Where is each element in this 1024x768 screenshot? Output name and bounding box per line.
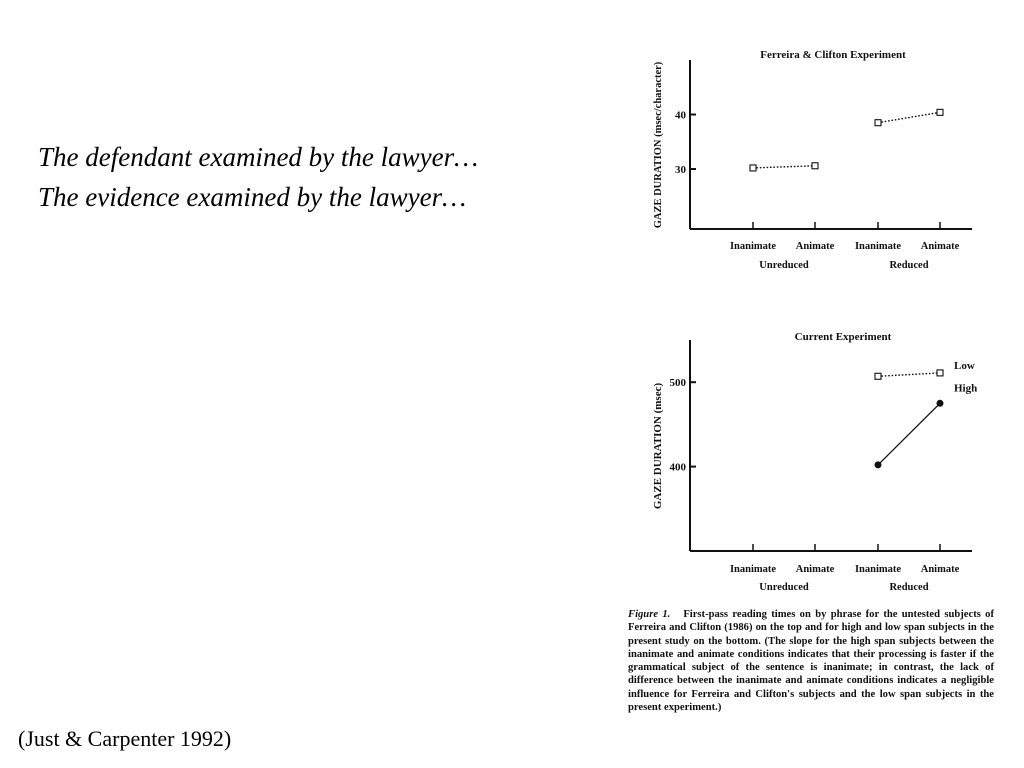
series-line-reduced	[878, 112, 940, 122]
data-point	[937, 400, 944, 407]
chart-ferreira-clifton	[653, 49, 972, 271]
data-point	[937, 109, 943, 115]
x-tick-label: Animate	[795, 241, 835, 252]
chart-title: Ferreira & Clifton Experiment	[760, 49, 906, 61]
x-tick-label: Inanimate	[854, 564, 902, 575]
series-line-high	[878, 403, 940, 465]
data-point	[812, 163, 818, 169]
x-tick-label: Animate	[795, 564, 835, 575]
sentence-1: The defendant examined by the lawyer…	[38, 142, 479, 172]
x-group-label: Reduced	[889, 582, 929, 593]
data-point	[937, 370, 943, 376]
x-group-label: Unreduced	[759, 582, 809, 593]
series-line-low	[878, 373, 940, 376]
x-tick-label: Animate	[920, 564, 960, 575]
data-point	[875, 373, 881, 379]
sentence-2: The evidence examined by the lawyer…	[38, 182, 467, 212]
y-tick-label: 400	[669, 461, 686, 474]
x-tick-label: Inanimate	[729, 564, 777, 575]
y-axis-label: GAZE DURATION (msec)	[652, 382, 664, 510]
data-point	[750, 165, 756, 171]
series-line-unreduced	[753, 166, 815, 168]
example-sentences	[38, 137, 478, 217]
data-point	[875, 120, 881, 126]
y-tick-label: 30	[675, 164, 686, 177]
y-tick-label: 500	[669, 377, 686, 390]
figure	[600, 0, 1000, 610]
chart-current-experiment	[652, 331, 977, 593]
y-axis-label: GAZE DURATION (msec/character)	[653, 61, 664, 229]
chart-title: Current Experiment	[794, 331, 892, 343]
x-tick-label: Inanimate	[729, 241, 777, 252]
x-group-label: Reduced	[889, 260, 929, 271]
x-tick-label: Inanimate	[854, 241, 902, 252]
y-tick-label: 40	[675, 109, 686, 122]
figure-caption	[628, 608, 994, 714]
x-group-label: Unreduced	[759, 260, 809, 271]
x-tick-label: Animate	[920, 241, 960, 252]
series-label-high: High	[954, 382, 978, 395]
caption-label: Figure 1.	[628, 609, 671, 620]
data-point	[875, 461, 882, 468]
series-label-low: Low	[954, 359, 975, 372]
caption-text: First-pass reading times on by phrase for the untested subjects of Ferreira and Clifton (1986) on the top and for high and low span subjects in the present study on the bottom. (The slope for the high span subjects between the inanimate and animate conditions indicates that their processing is faster if the grammatical subject of the sentence is inanimate; in contrast, the lack of difference between the inanimate and animate conditions indicates a negligible influence for Ferreira and Clifton's subjects and the low span subjects in the present experiment.)	[628, 609, 994, 714]
citation: (Just & Carpenter 1992)	[18, 726, 232, 751]
